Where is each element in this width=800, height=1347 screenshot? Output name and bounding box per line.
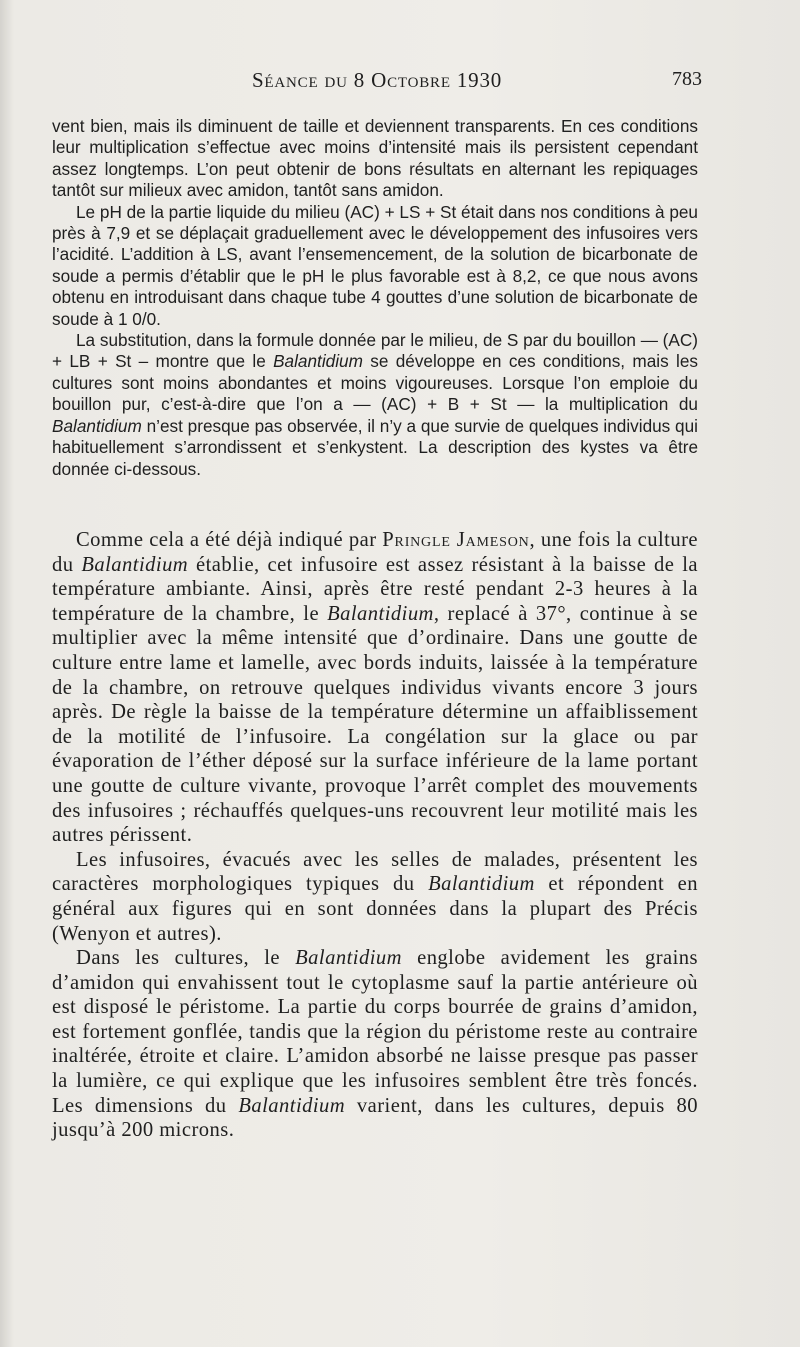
paragraph-substitution: La substitution, dans la formule donnée par le milieu, de S par du bouillon — (AC) + LB + St – montre que le Balantidium se développe en ces conditions, mais les cultures sont moins abondantes et moins vigoureuses. Lorsque l’on emploie du bouillon pur, c’est-à-dire que l’on a — (AC) + B + St — la multiplication du Balantidium n’est presque pas observée, il n’y a que survie de quelques individus qui habituellement s’arrondissent et s’enkystent. La description des kystes va être donnée ci-dessous. [52, 330, 698, 479]
page-number: 783 [672, 68, 702, 90]
author-name: Pringle Jameson [382, 529, 530, 551]
paragraph-ph: Le pH de la partie liquide du milieu (AC) + LS + St était dans nos conditions à peu près à 7,9 et se déplaçait graduellement avec le développement des infusoires vers l’acidité. L’addition à LS, avant l’ensemencement, de la solution de bicarbonate de soude a permis d’établir que le pH le plus favorable est à 8,2, ce que nous avons obtenu en introduisant dans chaque tube 4 gouttes d’une solution de bicarbonate de soude à 1 0/0. [52, 201, 698, 329]
paragraph-culture-persistence: vent bien, mais ils diminuent de taille et deviennent transparents. En ces conditions leur multiplication s’effectue avec moins d’intensité mais ils persistent cependant assez longtemps. L’on peut obtenir de bons résultats en alternant les repiquages tantôt sur milieux avec amidon, tantôt sans amidon. [52, 116, 698, 201]
paragraph-morphology: Les infusoires, évacués avec les selles de malades, présentent les caractères morphologiques typiques du Balantidium et répondent en général aux figures qui en sont données dans la plupart des Précis (Wenyon et autres). [52, 848, 699, 945]
main-text-section [52, 528, 698, 1143]
paragraph-temperature: Comme cela a été déjà indiqué par Pringle Jameson, une fois la culture du Balantidium établie, cet infusoire est assez résistant à la baisse de la température ambiante. Ainsi, après être resté pendant 2-3 heures à la température de la chambre, le Balantidium, replacé à 37°, continue à se multiplier avec la même intensité que d’ordinaire. Dans une goutte de culture entre lame et lamelle, avec bords induits, laissée à la température de la chambre, on retrouve quelques individus vivants encore 3 jours après. De règle la baisse de la température détermine un affaiblissement de la motilité de l’infusoire. La congélation sur la glace ou par évaporation de l’éther déposé sur la surface inférieure de la lame portant une goutte de culture vivante, provoque l’arrêt complet des mouvements des infusoires ; réchauffés quelques-uns recouvrent leur motilité mais les autres périssent. [52, 529, 698, 847]
running-head: Séance du 8 Octobre 1930 [251, 68, 503, 92]
small-print-section [52, 116, 698, 480]
paragraph-starch: Dans les cultures, le Balantidium englobe avidement les grains d’amidon qui envahissent tout le cytoplasme sauf la partie antérieure où est disposé le péristome. La partie du corps bourrée de grains d’amidon, est fortement gonflée, tandis que la région du péristome reste au contraire inaltérée, étroite et claire. L’amidon absorbé ne laisse presque pas passer la lumière, ce qui explique que les infusoires semblent être très foncés. Les dimensions du Balantidium varient, dans les cultures, depuis 80 jusqu’à 200 microns. [52, 947, 698, 1142]
page-header [52, 68, 702, 96]
